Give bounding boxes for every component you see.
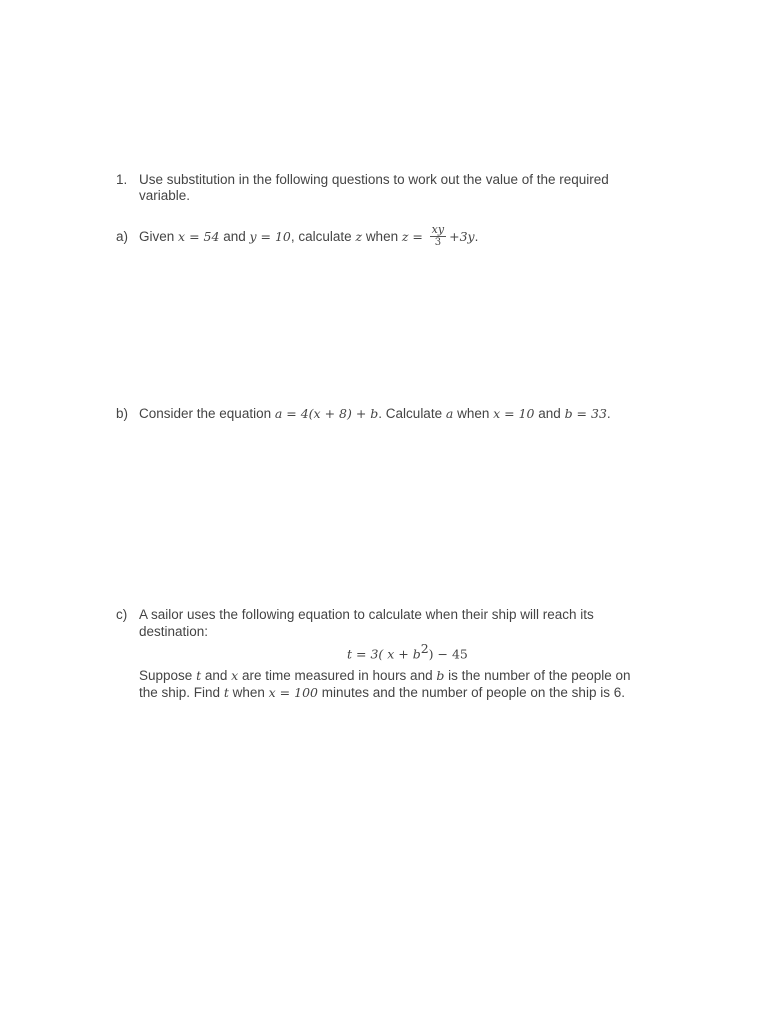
equation-exponent: 2 (420, 641, 429, 656)
math-z-eq: z = (401, 229, 423, 245)
question-number: 1. (116, 172, 128, 187)
math-fraction (430, 224, 446, 249)
part-c-line-4 (139, 684, 625, 701)
math-t: t (196, 668, 202, 683)
part-c-text: A sailor uses the following equation to calculate when their ship will reach its (139, 607, 594, 622)
math-t: t (223, 685, 229, 700)
part-c-text: is the number of the people on (448, 668, 631, 683)
math-x-eq: x = 10 (493, 406, 535, 421)
part-c-text: when (232, 685, 265, 700)
part-c-label: c) (116, 607, 128, 622)
math-equation: a = 4(x + 8) + b (274, 406, 379, 421)
question-1-text: Use substitution in the following questions to work out the value of the required (139, 172, 609, 187)
math-z: z (355, 229, 363, 245)
part-b-text: Consider the equation (139, 406, 272, 421)
part-a-text: , calculate (290, 229, 352, 245)
part-c-text: are time measured in hours and (241, 668, 433, 683)
part-c-line-1 (116, 606, 594, 623)
part-c-text: minutes and the number of people on the ship is 6. (321, 685, 625, 700)
part-b (116, 405, 611, 422)
part-a (116, 225, 478, 250)
part-c-text: Suppose (139, 668, 193, 683)
part-a-text: Given (139, 229, 175, 245)
part-b-label: b) (116, 406, 129, 421)
part-c-line-2: destination: (139, 624, 209, 639)
part-b-text: when (457, 406, 490, 421)
question-1-line-1 (116, 171, 609, 188)
part-c-line-3 (139, 667, 631, 684)
part-c-text: and (204, 668, 228, 683)
part-a-text: and (223, 229, 246, 245)
math-a: a (445, 406, 454, 421)
equation-main: t = 3( x + b (347, 646, 421, 662)
part-c-text: the ship. Find (139, 685, 221, 700)
math-b-eq: b = 33 (564, 406, 607, 421)
part-b-text: and (538, 406, 561, 421)
period: . (606, 406, 611, 421)
question-1-line-2: variable. (139, 188, 191, 203)
part-a-text: when (365, 229, 399, 245)
math-b: b (436, 668, 445, 683)
part-a-label: a) (116, 229, 129, 245)
equation-tail: ) − 45 (428, 646, 468, 662)
math-tail: +3y (449, 229, 475, 245)
math-y-eq: y = 10 (249, 229, 291, 245)
math-x-eq: x = 100 (268, 685, 318, 700)
fraction-numerator: xy (431, 223, 445, 236)
centered-equation (347, 640, 468, 663)
period: . (474, 229, 479, 245)
part-b-text: . Calculate (378, 406, 443, 421)
math-x: x (231, 668, 239, 683)
math-x-eq: x = 54 (178, 229, 220, 245)
fraction-denominator: 3 (434, 237, 442, 248)
